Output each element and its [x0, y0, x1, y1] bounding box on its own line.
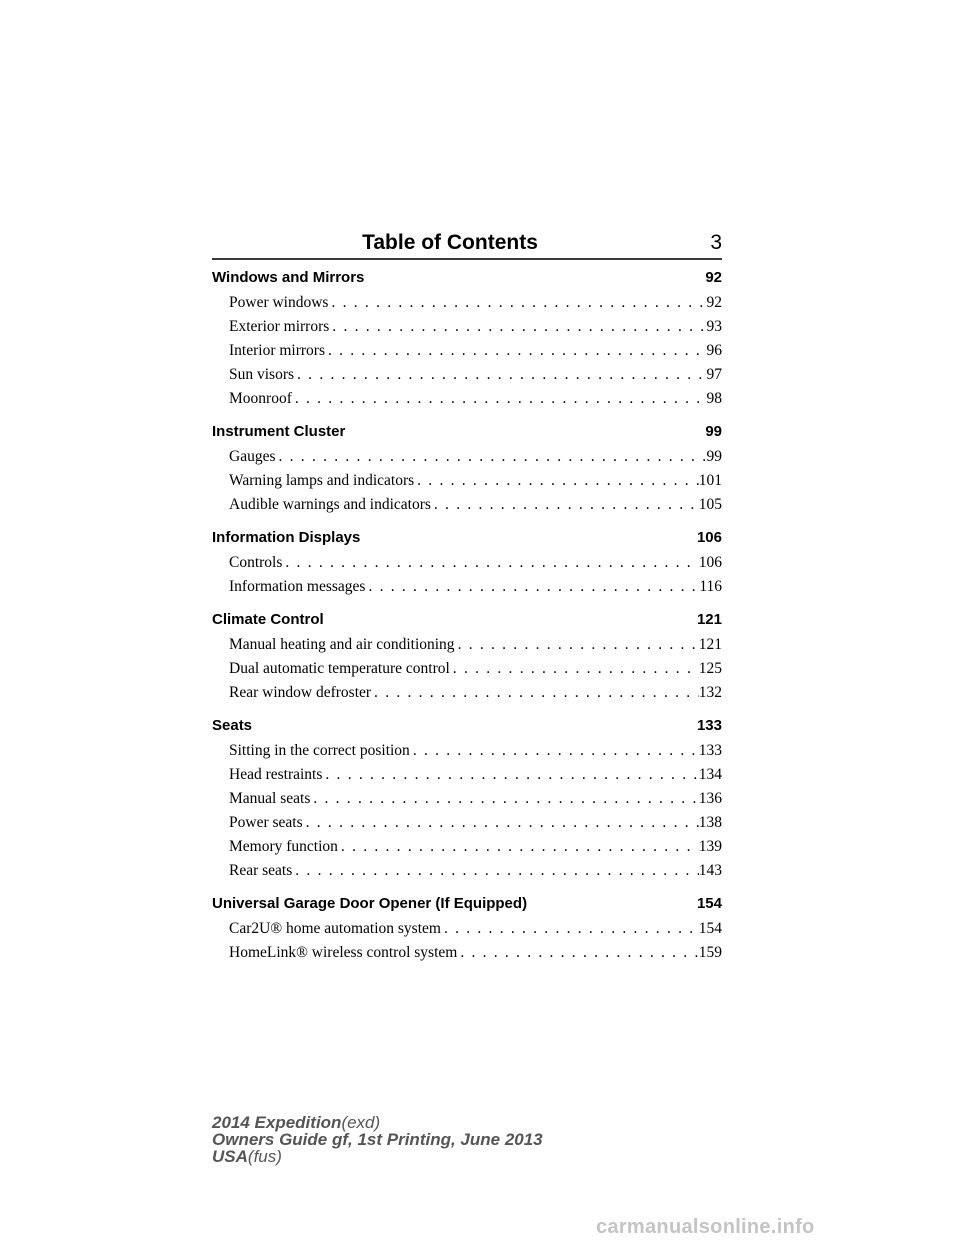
- dot-leader: [313, 787, 698, 811]
- entry-title: Information messages: [229, 578, 366, 595]
- entry-title: HomeLink® wireless control system: [229, 944, 458, 961]
- toc-entry[interactable]: [212, 315, 722, 339]
- dot-leader: [331, 291, 706, 315]
- toc-entry[interactable]: [212, 917, 722, 941]
- entry-page: 133: [698, 742, 722, 759]
- dot-leader: [295, 859, 698, 883]
- dot-leader: [306, 811, 699, 835]
- dot-leader: [444, 917, 699, 941]
- section-title: Instrument Cluster: [212, 423, 346, 440]
- dot-leader: [328, 339, 707, 363]
- toc-entry[interactable]: [212, 551, 722, 575]
- dot-leader: [332, 315, 706, 339]
- entry-page: 96: [706, 342, 722, 359]
- entry-page: 136: [698, 790, 722, 807]
- watermark: carmanualsonline.info: [596, 1216, 815, 1238]
- footer-guide: Owners Guide gf, 1st Printing, June 2013: [212, 1130, 543, 1149]
- dot-leader: [460, 941, 698, 965]
- footer-model-code: (exd): [341, 1113, 381, 1132]
- document-footer: [212, 1114, 543, 1165]
- entry-page: 106: [698, 554, 722, 571]
- entry-page: 97: [706, 366, 722, 383]
- table-of-contents: [212, 265, 722, 973]
- section-page: 133: [696, 717, 722, 734]
- dot-leader: [325, 763, 698, 787]
- section-title: Seats: [212, 717, 253, 734]
- page-header: [212, 228, 722, 260]
- entry-page: 132: [698, 684, 722, 701]
- section-heading[interactable]: [212, 265, 722, 291]
- footer-model-line: [212, 1114, 543, 1131]
- entry-page: 92: [706, 294, 722, 311]
- toc-section: [212, 419, 722, 517]
- entry-title: Memory function: [229, 838, 338, 855]
- dot-leader: [285, 551, 698, 575]
- dot-leader: [413, 739, 699, 763]
- dot-leader: [434, 493, 699, 517]
- toc-entry[interactable]: [212, 763, 722, 787]
- toc-entry[interactable]: [212, 363, 722, 387]
- section-heading[interactable]: [212, 607, 722, 633]
- dot-leader: [374, 681, 699, 705]
- entry-page: 154: [698, 920, 722, 937]
- entry-title: Moonroof: [229, 390, 292, 407]
- section-page: 106: [696, 529, 722, 546]
- toc-entry[interactable]: [212, 633, 722, 657]
- section-heading[interactable]: [212, 891, 722, 917]
- entry-page: 99: [706, 448, 722, 465]
- entry-page: 159: [698, 944, 722, 961]
- toc-entry[interactable]: [212, 859, 722, 883]
- dot-leader: [417, 469, 699, 493]
- entry-page: 116: [699, 578, 722, 595]
- section-title: Information Displays: [212, 529, 361, 546]
- toc-entry[interactable]: [212, 657, 722, 681]
- section-title: Windows and Mirrors: [212, 269, 365, 286]
- entry-page: 125: [698, 660, 722, 677]
- toc-entry[interactable]: [212, 811, 722, 835]
- entry-title: Head restraints: [229, 766, 323, 783]
- entry-page: 105: [698, 496, 722, 513]
- entry-title: Dual automatic temperature control: [229, 660, 450, 677]
- toc-entry[interactable]: [212, 941, 722, 965]
- entry-page: 138: [698, 814, 722, 831]
- dot-leader: [368, 575, 699, 599]
- dot-leader: [458, 633, 699, 657]
- entry-page: 134: [698, 766, 722, 783]
- toc-section: [212, 525, 722, 599]
- entry-title: Sun visors: [229, 366, 295, 383]
- entry-title: Controls: [229, 554, 283, 571]
- entry-title: Power windows: [229, 294, 329, 311]
- footer-market: USA: [212, 1147, 248, 1166]
- dot-leader: [341, 835, 699, 859]
- toc-entry[interactable]: [212, 575, 722, 599]
- toc-entry[interactable]: [212, 835, 722, 859]
- entry-page: 139: [698, 838, 722, 855]
- entry-title: Audible warnings and indicators: [229, 496, 431, 513]
- section-title: Climate Control: [212, 611, 324, 628]
- entry-title: Rear window defroster: [229, 684, 372, 701]
- toc-entry[interactable]: [212, 493, 722, 517]
- toc-entry[interactable]: [212, 681, 722, 705]
- toc-section: [212, 607, 722, 705]
- entry-title: Rear seats: [229, 862, 293, 879]
- entry-page: 101: [698, 472, 722, 489]
- footer-market-code: (fus): [247, 1147, 282, 1166]
- entry-title: Manual seats: [229, 790, 311, 807]
- dot-leader: [279, 445, 707, 469]
- toc-entry[interactable]: [212, 469, 722, 493]
- section-title: Universal Garage Door Opener (If Equipped): [212, 895, 528, 912]
- toc-entry[interactable]: [212, 291, 722, 315]
- page-number: 3: [710, 231, 722, 254]
- section-heading[interactable]: [212, 419, 722, 445]
- section-page: 99: [705, 423, 722, 440]
- entry-page: 93: [706, 318, 722, 335]
- toc-entry[interactable]: [212, 787, 722, 811]
- entry-title: Interior mirrors: [229, 342, 325, 359]
- toc-section: [212, 891, 722, 965]
- toc-entry[interactable]: [212, 339, 722, 363]
- toc-section: [212, 265, 722, 411]
- entry-title: Power seats: [229, 814, 303, 831]
- section-heading[interactable]: [212, 525, 722, 551]
- toc-entry[interactable]: [212, 387, 722, 411]
- entry-title: Sitting in the correct position: [229, 742, 410, 759]
- dot-leader: [295, 387, 707, 411]
- entry-title: Gauges: [229, 448, 276, 465]
- dot-leader: [453, 657, 699, 681]
- entry-title: Car2U® home automation system: [229, 920, 441, 937]
- footer-market-line: [212, 1148, 543, 1165]
- entry-page: 98: [706, 390, 722, 407]
- entry-page: 121: [698, 636, 722, 653]
- entry-page: 143: [698, 862, 722, 879]
- toc-section: [212, 713, 722, 883]
- section-page: 154: [696, 895, 722, 912]
- toc-entry[interactable]: [212, 445, 722, 469]
- page-title: Table of Contents: [362, 231, 538, 254]
- toc-entry[interactable]: [212, 739, 722, 763]
- section-page: 121: [696, 611, 722, 628]
- section-page: 92: [705, 269, 722, 286]
- entry-title: Warning lamps and indicators: [229, 472, 415, 489]
- section-heading[interactable]: [212, 713, 722, 739]
- entry-title: Exterior mirrors: [229, 318, 330, 335]
- footer-model: 2014 Expedition: [212, 1113, 342, 1132]
- dot-leader: [297, 363, 706, 387]
- entry-title: Manual heating and air conditioning: [229, 636, 455, 653]
